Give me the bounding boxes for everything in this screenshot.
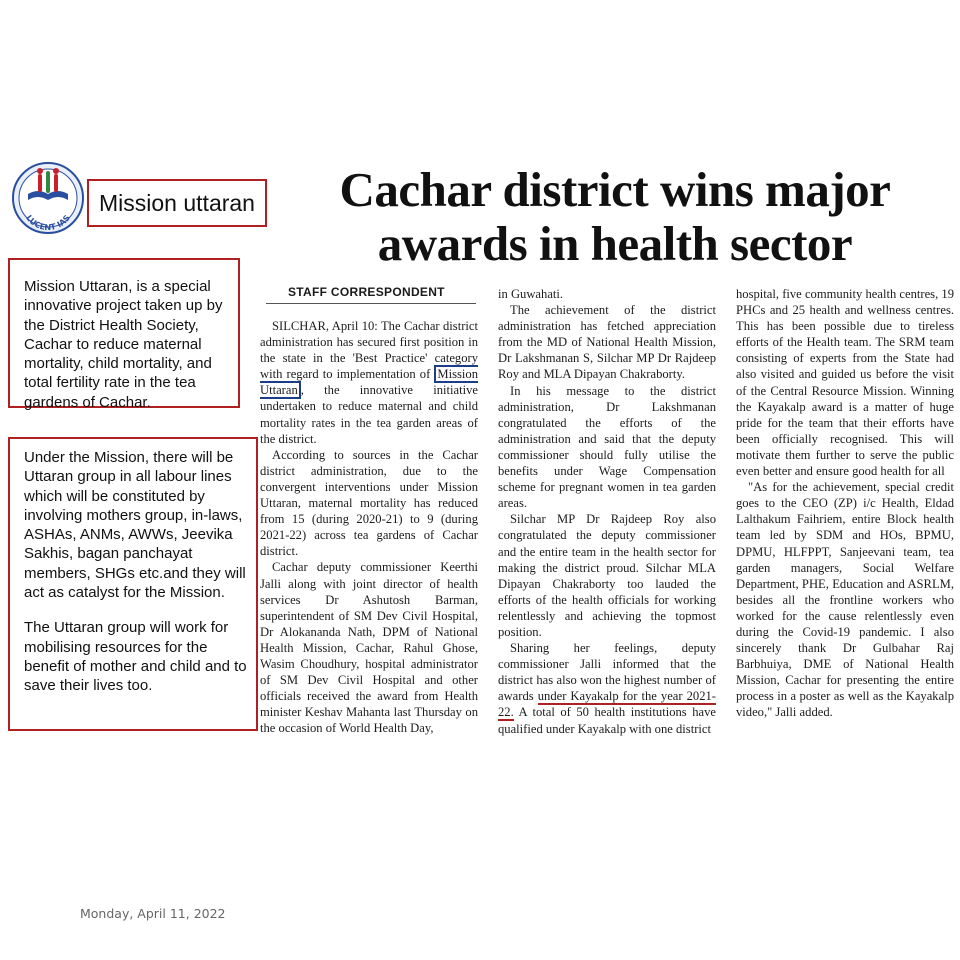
annotation-note-details xyxy=(8,437,258,731)
article-paragraph: In his message to the district administration, Dr Lakshmanan congratulated the efforts of the administration and said that the deputy commissioner should fully utilise the benefits under Wage Compensation scheme for pregnant women in tea garden areas. xyxy=(498,383,716,511)
article-paragraph: Silchar MP Dr Rajdeep Roy also congratulated the deputy commissioner and the entire team in the health sector for making the district proud. Silchar MLA Dipayan Chakraborty too lauded the efforts of the health officials for working relentlessly and achieving the topmost position. xyxy=(498,512,716,639)
article-paragraph: According to sources in the Cachar district administration, due to the convergent interventions under Mission Uttaran, maternal mortality has reduced from 15 (during 2020-21) to 9 (during 2021-22) across tea gardens of Cachar district. xyxy=(260,447,478,559)
article-column-2 xyxy=(498,286,716,737)
note-paragraph: Under the Mission, there will be Uttaran group in all labour lines which will be constituted by involving mothers group, in-laws, ASHAs, ANMs, AWWs, Jeevika Sakhis, bagan panchayat members, SHGs etc.and they will act as catalyst for the Mission. xyxy=(24,449,246,602)
footer-date: Monday, April 11, 2022 xyxy=(80,906,226,921)
article-paragraph: "As for the achievement, special credit goes to the CEO (ZP) i/c Health, Eldad Lalthakum Faihriem, entire Block health team led by SDM and HOs, BPMU, DPMU, HLFPPT, Sanjeevani team, tea garden managers, Social Welfare Department, PHE, Education and ASRLM, besides all the frontline workers who worked for the cause relentlessly even during the Covid-19 pandemic. I also sincerely thank Dr Gulbahar Raj Barbhuiya, DME of National Health Mission, Cachar for presenting the entire process in a poster as well as the Kayakalp video," Jalli added. xyxy=(736,480,954,720)
article-paragraph: in Guwahati. xyxy=(498,287,564,301)
article-text: SILCHAR, April 10: The Cachar district administration has secured first position in the state in the 'Best Practice' category with regard to implementation of xyxy=(260,319,478,382)
lucent-ias-logo xyxy=(10,160,86,236)
article-text: A total of 50 health institutions have qualified under Kayakalp with one district xyxy=(498,705,716,736)
article-column-3 xyxy=(736,286,954,721)
headline: Cachar district wins major awards in health sector xyxy=(339,162,891,271)
mission-label-box: Mission uttaran xyxy=(87,179,267,227)
article-column-1 xyxy=(260,318,478,736)
article-paragraph xyxy=(260,318,478,447)
highlighted-text: under Kayakalp for the year 2021-22. xyxy=(498,689,716,720)
article-paragraph: Cachar deputy commissioner Keerthi Jalli along with joint director of health services Dr Ashutosh Barman, superintendent of SM Dev Civil Hospital, Dr Alokananda Nath, DPM of National Health Mission, Cachar, Rahul Ghose, Wasim Choudhury, hospital administrator of SM Dev Civil Hospital and other officials received the award from Health minister Keshav Mahanta last Thursday on the occasion of World Health Day, xyxy=(260,560,478,736)
boxed-term: Mission Uttaran xyxy=(260,367,478,398)
article-text: , the innovative initiative undertaken to reduce maternal and child mortality rates in the tea garden areas of the district. xyxy=(260,383,478,446)
article-paragraph: The achievement of the district administration has fetched appreciation from the MD of National Health Mission, Dr Lakshmanan S, Silchar MP Dr Rajdeep Roy and MLA Dipayan Chakraborty. xyxy=(498,303,716,382)
article-text: Sharing her feelings, deputy commissioner Jalli informed that the district has also won the highest number of awards xyxy=(498,641,716,704)
logo-text: LUCENT IAS xyxy=(24,213,72,233)
byline: STAFF CORRESPONDENT xyxy=(288,285,445,299)
article-paragraph xyxy=(498,640,716,737)
note-paragraph: The Uttaran group will work for mobilising resources for the benefit of mother and child and to save their lives too. xyxy=(24,619,247,695)
note-text: Mission Uttaran, is a special innovative project taken up by the District Health Society, Cachar to reduce maternal mortality, child mortality, and total fertility rate in the tea gardens of Cachar. xyxy=(24,278,223,411)
article-paragraph: hospital, five community health centres, 19 PHCs and 25 health and wellness centres. This has been possible due to tireless efforts of the Health team. The SRM team consisting of experts from the State had also visited and guided us before the visit of the Central Resource Mission. Winning the Kayakalp award is a matter of huge pride for the team that their efforts have been officially recognised. This will motivate them further to serve the public even better and ensure good health for all xyxy=(736,287,954,479)
annotation-note-definition xyxy=(8,258,240,411)
byline-rule xyxy=(266,303,476,304)
